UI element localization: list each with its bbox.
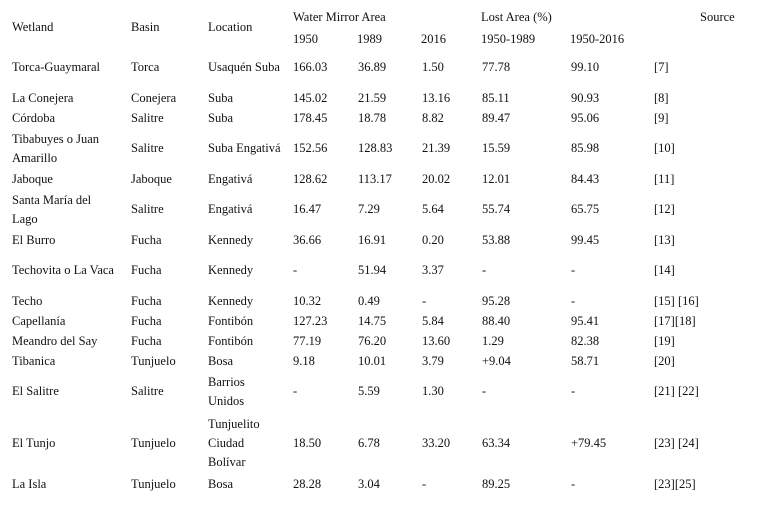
cell-lost-1950-2016: 82.38: [571, 333, 600, 348]
cell-area-1950: 178.45: [293, 110, 328, 125]
header-lost-area: Lost Area (%): [481, 10, 552, 24]
cell-lost-1950-1989: 88.40: [482, 313, 511, 328]
cell-lost-1950-1989: 85.11: [482, 90, 510, 105]
cell-area-1989: 7.29: [358, 202, 380, 216]
cell-area-2016: 20.02: [422, 171, 451, 186]
cell-lost-1950-2016: -: [571, 293, 576, 308]
cell-area-2016: -: [422, 476, 427, 491]
cell-area-2016: 1.50: [422, 60, 444, 74]
cell-source: [7]: [654, 60, 669, 74]
cell-wetland: Techovita o La Vaca: [12, 263, 114, 277]
cell-source: [23][25]: [654, 476, 696, 491]
header-basin: Basin: [131, 20, 160, 34]
cell-location: Usaquén Suba: [208, 60, 280, 74]
cell-wetland: Jaboque: [12, 171, 53, 186]
cell-lost-1950-1989: 15.59: [482, 141, 511, 155]
table-row: [6, 311, 748, 331]
cell-wetland: Capellanía: [12, 313, 66, 328]
table-row: [6, 189, 748, 230]
cell-area-1989: 16.91: [358, 232, 387, 247]
header-year-2016: 2016: [421, 32, 446, 46]
cell-basin: Salitre: [131, 202, 164, 216]
header-wetland: Wetland: [12, 20, 54, 34]
cell-source: [12]: [654, 202, 675, 216]
cell-lost-1950-2016: -: [571, 263, 576, 277]
cell-basin: Tunjuelo: [131, 476, 176, 491]
cell-lost-1950-1989: -: [482, 384, 487, 398]
cell-lost-1950-2016: 84.43: [571, 171, 600, 186]
cell-location: Suba: [208, 90, 233, 105]
cell-area-1950: 145.02: [293, 90, 328, 105]
cell-area-1950: 9.18: [293, 353, 315, 368]
cell-location: Kennedy: [208, 263, 254, 277]
cell-area-2016: 21.39: [422, 141, 451, 155]
cell-source: [9]: [654, 110, 669, 125]
cell-lost-1950-2016: -: [571, 476, 576, 491]
header-location: Location: [208, 20, 253, 34]
cell-lost-1950-2016: +79.45: [571, 435, 607, 450]
cell-basin: Fucha: [131, 232, 162, 247]
cell-wetland: Santa María del Lago: [12, 192, 92, 226]
cell-lost-1950-1989: 1.29: [482, 333, 504, 348]
cell-source: [20]: [654, 353, 675, 368]
cell-lost-1950-1989: 89.25: [482, 476, 511, 491]
cell-area-2016: 0.20: [422, 232, 444, 247]
cell-lost-1950-2016: 95.06: [571, 110, 600, 125]
cell-lost-1950-2016: -: [571, 384, 576, 398]
table-row: [6, 230, 748, 250]
cell-basin: Salitre: [131, 110, 164, 125]
cell-lost-1950-2016: 85.98: [571, 141, 600, 155]
cell-lost-1950-2016: 99.45: [571, 232, 600, 247]
cell-area-1989: 3.04: [358, 476, 380, 491]
cell-location: Suba Engativá: [208, 141, 281, 155]
cell-source: [21] [22]: [654, 384, 699, 398]
cell-source: [14]: [654, 263, 675, 277]
cell-area-1950: 16.47: [293, 202, 322, 216]
cell-area-1950: -: [293, 263, 298, 277]
cell-source: [11]: [654, 171, 675, 186]
cell-wetland: La Isla: [12, 476, 47, 491]
cell-location: Fontibón: [208, 333, 254, 348]
cell-location: Fontibón: [208, 313, 254, 328]
cell-source: [19]: [654, 333, 675, 348]
cell-location: Bosa: [208, 476, 233, 491]
cell-area-2016: 5.84: [422, 313, 444, 328]
cell-wetland: El Salitre: [12, 384, 59, 398]
cell-area-2016: 5.64: [422, 202, 444, 216]
table-row: [6, 47, 748, 88]
cell-wetland: Techo: [12, 293, 43, 308]
cell-lost-1950-1989: 89.47: [482, 110, 511, 125]
cell-wetland: Córdoba: [12, 110, 56, 125]
cell-location: Bosa: [208, 353, 233, 368]
cell-basin: Tunjuelo: [131, 435, 176, 450]
cell-location: Kennedy: [208, 293, 254, 308]
cell-source: [17][18]: [654, 313, 696, 328]
cell-source: [10]: [654, 141, 675, 155]
header-year-1989: 1989: [357, 32, 382, 46]
cell-wetland: El Burro: [12, 232, 56, 247]
cell-lost-1950-2016: 95.41: [571, 313, 600, 328]
cell-basin: Fucha: [131, 313, 162, 328]
table-row: [6, 474, 748, 494]
cell-area-2016: 3.79: [422, 353, 444, 368]
header-period-1950-1989: 1950-1989: [481, 32, 536, 46]
cell-area-1950: 152.56: [293, 141, 328, 155]
cell-location: Engativá: [208, 202, 253, 216]
header-water-mirror-area: Water Mirror Area: [293, 10, 386, 24]
header-period-1950-2016: 1950-2016: [570, 32, 625, 46]
cell-location: Engativá: [208, 171, 253, 186]
table-row: [6, 108, 748, 128]
cell-area-1989: 76.20: [358, 333, 387, 348]
cell-area-1989: 18.78: [358, 110, 387, 125]
cell-lost-1950-1989: 12.01: [482, 171, 511, 186]
cell-area-1950: 166.03: [293, 60, 328, 74]
table-row: [6, 250, 748, 291]
cell-wetland: La Conejera: [12, 90, 74, 105]
cell-lost-1950-1989: 63.34: [482, 435, 511, 450]
cell-basin: Torca: [131, 60, 160, 74]
cell-wetland: Tibabuyes o Juan Amarillo: [12, 131, 100, 165]
table-row: [6, 331, 748, 351]
table-row: [6, 88, 748, 108]
table-row: [6, 291, 748, 311]
table-body: [6, 47, 748, 494]
cell-lost-1950-2016: 65.75: [571, 202, 600, 216]
cell-lost-1950-2016: 58.71: [571, 353, 600, 368]
cell-lost-1950-1989: 55.74: [482, 202, 511, 216]
cell-lost-1950-1989: -: [482, 263, 487, 277]
cell-basin: Salitre: [131, 141, 164, 155]
cell-area-1950: 128.62: [293, 171, 328, 186]
cell-lost-1950-1989: 53.88: [482, 232, 511, 247]
table-row: [6, 351, 748, 371]
cell-basin: Tunjuelo: [131, 353, 176, 368]
cell-area-1950: 28.28: [293, 476, 322, 491]
cell-area-1950: 18.50: [293, 435, 322, 450]
cell-lost-1950-2016: 90.93: [571, 90, 600, 105]
cell-area-1950: 36.66: [293, 232, 322, 247]
table-row: [6, 412, 748, 474]
cell-area-1950: 127.23: [293, 313, 328, 328]
cell-area-2016: 8.82: [422, 110, 444, 125]
cell-wetland: El Tunjo: [12, 435, 56, 450]
cell-area-2016: 3.37: [422, 263, 444, 277]
cell-lost-1950-1989: +9.04: [482, 353, 511, 368]
table-row: [6, 128, 748, 169]
cell-area-1989: 113.17: [358, 171, 392, 186]
cell-area-2016: 13.16: [422, 90, 451, 105]
cell-wetland: Meandro del Say: [12, 333, 98, 348]
cell-basin: Jaboque: [131, 171, 172, 186]
header-year-1950: 1950: [293, 32, 318, 46]
cell-area-1989: 51.94: [358, 263, 387, 277]
cell-location: Suba: [208, 110, 233, 125]
cell-source: [23] [24]: [654, 435, 699, 450]
cell-basin: Salitre: [131, 384, 164, 398]
cell-lost-1950-1989: 77.78: [482, 60, 511, 74]
cell-basin: Fucha: [131, 333, 162, 348]
cell-area-1989: 5.59: [358, 384, 380, 398]
cell-basin: Conejera: [131, 90, 177, 105]
cell-basin: Fucha: [131, 293, 162, 308]
cell-location: Kennedy: [208, 232, 254, 247]
cell-area-1950: 10.32: [293, 293, 322, 308]
cell-area-2016: -: [422, 293, 427, 308]
wetlands-table: [6, 47, 748, 494]
cell-wetland: Tibanica: [12, 353, 56, 368]
cell-area-2016: 1.30: [422, 384, 444, 398]
cell-lost-1950-2016: 99.10: [571, 60, 600, 74]
cell-lost-1950-1989: 95.28: [482, 293, 511, 308]
table-row: [6, 371, 748, 412]
cell-area-1950: -: [293, 384, 298, 398]
cell-area-2016: 13.60: [422, 333, 451, 348]
cell-area-2016: 33.20: [422, 435, 451, 450]
cell-area-1989: 128.83: [358, 141, 393, 155]
cell-area-1989: 36.89: [358, 60, 387, 74]
cell-area-1950: 77.19: [293, 333, 322, 348]
table-row: [6, 169, 748, 189]
cell-source: [13]: [654, 232, 675, 247]
cell-basin: Fucha: [131, 263, 162, 277]
header-source: Source: [700, 10, 735, 24]
cell-source: [15] [16]: [654, 293, 699, 308]
cell-wetland: Torca-Guaymaral: [12, 60, 100, 74]
cell-source: [8]: [654, 90, 669, 105]
cell-area-1989: 0.49: [358, 293, 380, 308]
cell-location: Barrios Unidos: [208, 374, 245, 408]
cell-area-1989: 10.01: [358, 353, 387, 368]
cell-location: Tunjuelito Ciudad Bolívar: [208, 416, 260, 469]
cell-area-1989: 21.59: [358, 90, 387, 105]
cell-area-1989: 6.78: [358, 435, 380, 450]
cell-area-1989: 14.75: [358, 313, 387, 328]
